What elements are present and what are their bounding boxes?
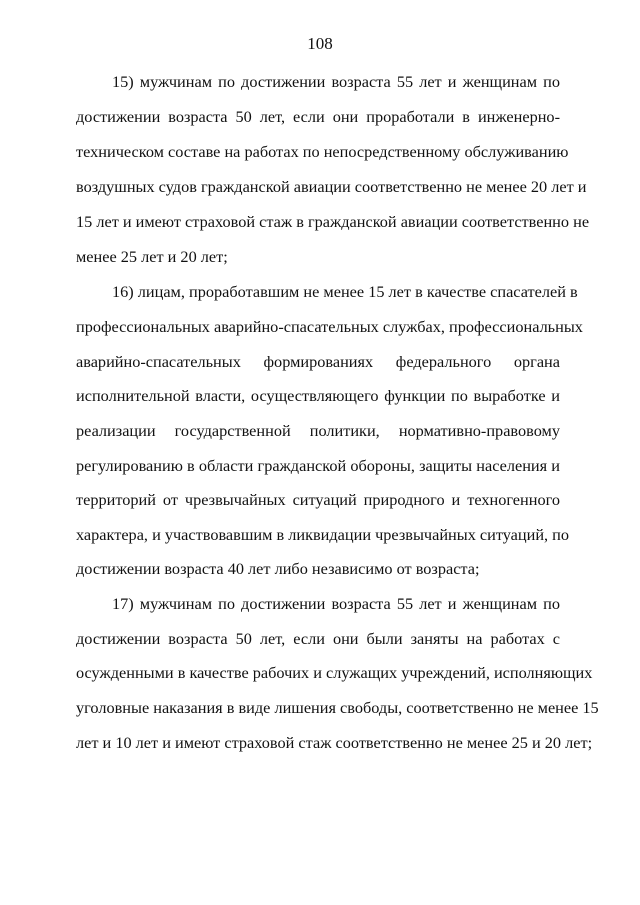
text-line: регулированию в области гражданской обороны, защиты населения и bbox=[76, 456, 560, 475]
text-line: достижении возраста 50 лет, если они были заняты на работах с bbox=[76, 629, 560, 648]
page-number: 108 bbox=[307, 34, 333, 53]
text-line: 17) мужчинам по достижении возраста 55 лет и женщинам по bbox=[112, 594, 560, 613]
text-line: техническом составе на работах по непосредственному обслуживанию bbox=[76, 142, 569, 161]
text-line: 15) мужчинам по достижении возраста 55 лет и женщинам по bbox=[112, 72, 560, 91]
text-line: достижении возраста 50 лет, если они проработали в инженерно- bbox=[76, 107, 560, 126]
text-line: лет и 10 лет и имеют страховой стаж соответственно не менее 25 и 20 лет; bbox=[76, 733, 593, 752]
text-line: 15 лет и имеют страховой стаж в гражданской авиации соответственно не bbox=[76, 212, 590, 231]
text-line: характера, и участвовавшим в ликвидации чрезвычайных ситуаций, по bbox=[76, 525, 570, 544]
text-line: реализации государственной политики, нормативно-правовому bbox=[76, 421, 560, 440]
text-line: менее 25 лет и 20 лет; bbox=[76, 247, 228, 266]
text-line: 16) лицам, проработавшим не менее 15 лет в качестве спасателей в bbox=[112, 282, 578, 301]
text-line: осужденными в качестве рабочих и служащих учреждений, исполняющих bbox=[76, 663, 593, 682]
text-line: воздушных судов гражданской авиации соответственно не менее 20 лет и bbox=[76, 177, 587, 196]
text-line: уголовные наказания в виде лишения свободы, соответственно не менее 15 bbox=[76, 698, 599, 717]
text-line: территорий от чрезвычайных ситуаций природного и техногенного bbox=[76, 490, 560, 509]
text-line: профессиональных аварийно-спасательных службах, профессиональных bbox=[76, 317, 583, 336]
text-line: аварийно-спасательных формированиях федерального органа bbox=[76, 352, 560, 371]
text-line: исполнительной власти, осуществляющего функции по выработке и bbox=[76, 386, 560, 405]
text-line: достижении возраста 40 лет либо независимо от возраста; bbox=[76, 559, 480, 578]
